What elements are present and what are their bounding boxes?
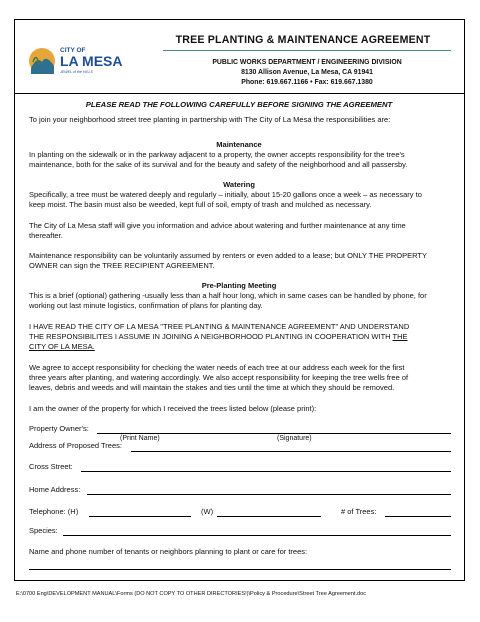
property-owner-label: Property Owner's: bbox=[29, 424, 89, 433]
preplanting-line-2: working out last minute logistics, confirmation of plans for planting day. bbox=[29, 301, 263, 310]
department: PUBLIC WORKS DEPARTMENT / ENGINEERING DIVISION bbox=[212, 59, 402, 66]
acknowledgement-line-1: I HAVE READ THE CITY OF LA MESA "TREE PLANTING & MAINTENANCE AGREEMENT" AND UNDERSTAND bbox=[29, 322, 410, 331]
acknowledgement-line-2-underlined: THE bbox=[392, 332, 408, 341]
file-path-footer: E:\0700 Eng\DEVELOPMENT MANUAL\Forms (DO NOT COPY TO OTHER DIRECTORIES!)\Policy & Procedure\Street Tree Agreement.doc bbox=[16, 591, 367, 597]
intro-text: To join your neighborhood street tree planting in partnership with The City of La Mesa the responsibilities are: bbox=[29, 115, 391, 124]
responsibility-line-1: Maintenance responsibility can be voluntarily assumed by renters or even added to a lease; but ONLY THE PROPERTY bbox=[29, 251, 427, 260]
watering-line-2: keep moist. The basin must also be weeded, kept full of soil, empty of trash and mulched as necessary. bbox=[29, 200, 372, 209]
acknowledgement-line-2 bbox=[29, 332, 408, 342]
department-phone: Phone: 619.667.1166 • Fax: 619.667.1380 bbox=[241, 79, 373, 86]
num-trees-field[interactable] bbox=[385, 516, 451, 517]
agreement-line-2: three years after planting, and watering accordingly. We also accept responsibility for keeping the tree wells free of bbox=[29, 373, 409, 382]
num-trees-label: # of Trees: bbox=[341, 507, 377, 516]
staff-line-1: The City of La Mesa staff will give you information and advice about watering and further maintenance at any time bbox=[29, 221, 406, 230]
species-label: Species: bbox=[29, 526, 58, 535]
city-logo bbox=[27, 42, 127, 82]
telephone-h-field[interactable] bbox=[89, 516, 191, 517]
address-field[interactable] bbox=[131, 451, 451, 452]
preplanting-line-1: This is a brief (optional) gathering -usually less than a half hour long, which in same cases can be handled by phone, for bbox=[29, 291, 427, 300]
home-address-label: Home Address: bbox=[29, 485, 81, 494]
tenants-label: Name and phone number of tenants or neighbors planning to plant or care for trees: bbox=[29, 547, 308, 556]
staff-line-2: thereafter. bbox=[29, 231, 63, 240]
telephone-h-label: Telephone: (H) bbox=[29, 507, 79, 516]
acknowledgement-line-3: CITY OF LA MESA. bbox=[29, 342, 95, 351]
agreement-form bbox=[14, 19, 465, 581]
agreement-line-3: leaves, debris and weeds and will maintain the stakes and ties until the time at which they should be removed. bbox=[29, 383, 395, 392]
watering-heading: Watering bbox=[223, 180, 255, 189]
logo-city-of: CITY OF bbox=[60, 47, 86, 54]
header-divider bbox=[15, 93, 464, 94]
agreement-line-1: We agree to accept responsibility for checking the water needs of each tree at our address each week for the first bbox=[29, 363, 405, 372]
signature-caption: (Signature) bbox=[277, 435, 312, 442]
notice: PLEASE READ THE FOLLOWING CAREFULLY BEFORE SIGNING THE AGREEMENT bbox=[85, 100, 393, 109]
cross-street-label: Cross Street: bbox=[29, 462, 73, 471]
logo-tagline: JEWEL of the HILLS bbox=[60, 70, 93, 74]
home-address-field[interactable] bbox=[87, 494, 451, 495]
responsibility-line-2: OWNER can sign the TREE RECIPIENT AGREEMENT. bbox=[29, 261, 215, 270]
maintenance-line-1: In planting on the sidewalk or in the parkway adjacent to a property, the owner accepts responsibility for the tree's bbox=[29, 150, 405, 159]
maintenance-heading: Maintenance bbox=[216, 140, 262, 149]
print-name-caption: (Print Name) bbox=[120, 435, 160, 442]
maintenance-line-2: maintenance, both for the sake of its survival and for the beauty and safety of the neighborhood and all passersby. bbox=[29, 160, 408, 169]
address-label: Address of Proposed Trees: bbox=[29, 441, 122, 450]
acknowledgement-line-2-text: THE RESPONSIBILITES I ASSUME IN JOINING A NEIGHBORHOOD PLANTING IN COOPERATION WITH bbox=[29, 332, 393, 341]
telephone-w-label: (W) bbox=[201, 507, 214, 516]
watering-line-1: Specifically, a tree must be watered deeply and regularly – initially, about 15-20 gallons once a week – as necessary to bbox=[29, 190, 422, 199]
species-field[interactable] bbox=[63, 535, 451, 536]
form-title: TREE PLANTING & MAINTENANCE AGREEMENT bbox=[175, 34, 431, 46]
tenants-field[interactable] bbox=[29, 569, 451, 570]
cross-street-field[interactable] bbox=[81, 471, 451, 472]
title-rule bbox=[163, 50, 451, 51]
telephone-w-field[interactable] bbox=[217, 516, 321, 517]
department-address: 8130 Allison Avenue, La Mesa, CA 91941 bbox=[241, 69, 373, 76]
preplanting-heading: Pre-Planting Meeting bbox=[201, 281, 277, 290]
owner-statement: I am the owner of the property for which I received the trees listed below (please print): bbox=[29, 404, 317, 413]
logo-name: LA MESA bbox=[60, 53, 123, 69]
